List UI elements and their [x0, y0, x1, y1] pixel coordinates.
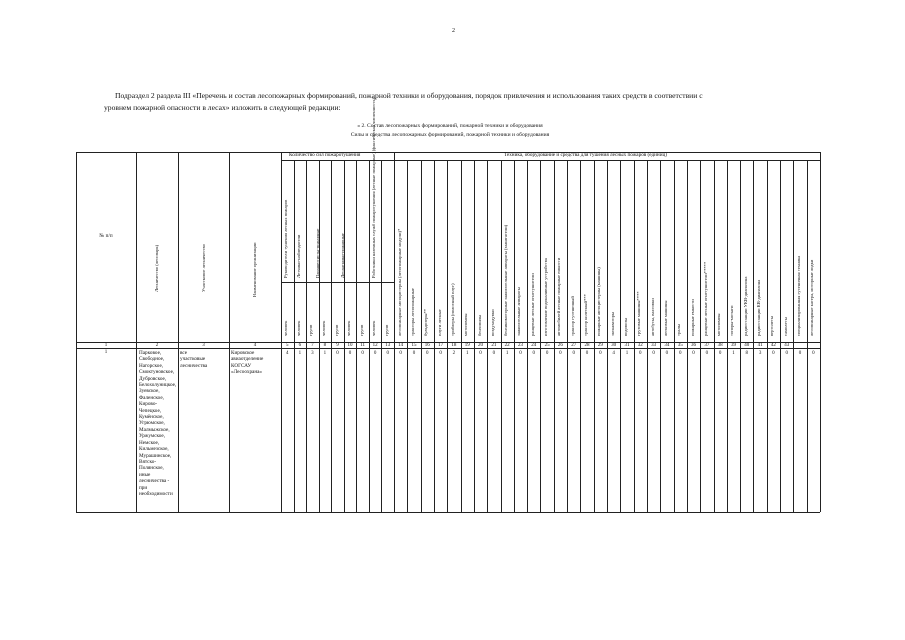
tech-label: трактор колесный*** — [583, 294, 589, 336]
column-number: 10 — [347, 343, 353, 348]
row-value: 0 — [545, 351, 549, 356]
row-value: 0 — [665, 351, 669, 356]
personnel-sub-label: групп — [383, 324, 389, 336]
column-number: 8 — [323, 343, 327, 348]
caption-line-2: Силы и средства лесопожарных формирований, пожарной техники и оборудования — [350, 131, 550, 138]
row-value: 3 — [311, 351, 314, 356]
tech-label: пожарные автоцистерны (машины) — [596, 267, 602, 336]
row-value: 3 — [758, 351, 762, 356]
column-number: 37 — [704, 343, 710, 348]
row-value: 0 — [426, 351, 429, 356]
tech-label: бензиномоторные зажигательные аппараты (зажигатели) — [503, 224, 509, 336]
tech-label: легковые машины — [662, 300, 668, 336]
column-number: 36 — [691, 343, 697, 348]
column-number: 22 — [504, 343, 510, 348]
row-value: 1 — [625, 351, 629, 356]
column-rule — [474, 160, 475, 512]
column-rule — [753, 160, 754, 512]
tech-label: экскаваторы — [609, 312, 615, 336]
header-group-tech: Техника, оборудование и средства для тушения лесных пожаров (единиц) — [504, 152, 667, 158]
tech-label: радиостанции УКВ-диапазона — [742, 276, 748, 336]
column-number: 9 — [336, 343, 339, 348]
tech-label: мотопомпы — [463, 313, 469, 336]
personnel-sub-rule — [281, 282, 394, 283]
row-value: 0 — [479, 351, 482, 356]
row-value: 8 — [745, 351, 749, 356]
column-number: 11 — [360, 343, 366, 348]
column-rule — [780, 160, 781, 512]
column-rule — [381, 160, 382, 512]
column-number: 16 — [424, 343, 430, 348]
row-value: 1 — [323, 351, 327, 356]
column-number: 34 — [664, 343, 670, 348]
tech-label: ранцевые лесные огнетушители***** — [702, 261, 708, 336]
column-number: 40 — [744, 343, 750, 348]
row-value: 0 — [718, 351, 722, 356]
column-rule — [807, 160, 808, 512]
column-rule — [700, 160, 701, 512]
column-number: 39 — [730, 343, 736, 348]
row-value: 1 — [298, 351, 302, 356]
personnel-sub-label: групп — [333, 324, 339, 336]
column-rule — [820, 152, 821, 512]
header-num: № п/п — [99, 233, 113, 239]
tech-label: радиостанции КВ-диапазона — [756, 279, 762, 336]
personnel-sub-label: человек — [371, 320, 377, 336]
tech-label: зажигательные аппараты — [516, 287, 522, 336]
tech-label: лесопожарные автоцистерны (лесопожарные модули)* — [396, 228, 402, 336]
column-number: 17 — [438, 343, 444, 348]
row-value: 0 — [692, 351, 695, 356]
personnel-label: Десантники-пожарные — [339, 233, 345, 278]
row-value: 0 — [361, 351, 364, 356]
caption-line-1: « 2. Состав лесопожарных формирований, пожарной техники и оборудования — [357, 123, 543, 129]
personnel-label: Работники наземных служб пожаротушения (лесные пожарные) (фактическая численность) — [371, 97, 377, 278]
column-number: 13 — [385, 343, 391, 348]
column-rule — [647, 160, 648, 512]
column-number: 2 — [155, 343, 159, 348]
tech-label: изготовление водоналивные устройства — [543, 258, 549, 336]
column-number: 41 — [757, 343, 763, 348]
column-rule — [674, 160, 675, 512]
row-value: 1 — [732, 351, 735, 356]
personnel-label: Парашютисты-пожарные — [314, 228, 320, 278]
row-value: 0 — [492, 351, 496, 356]
tech-label: вертолеты — [769, 315, 775, 336]
column-number: 1 — [104, 343, 108, 348]
tech-label: автомобилей лесные пожарные емкости — [556, 257, 562, 336]
column-rule — [344, 160, 345, 512]
row-value: 0 — [559, 351, 562, 356]
column-number: 18 — [451, 343, 457, 348]
column-rule — [620, 160, 621, 512]
personnel-label: Летчики-наблюдатели — [295, 234, 301, 278]
tech-label: воздуходувки — [489, 309, 495, 336]
column-number: 7 — [311, 343, 314, 348]
column-rule — [319, 160, 320, 512]
column-rule — [514, 160, 515, 512]
header-district: Участковое лесничество — [201, 244, 206, 292]
column-rule — [369, 160, 370, 512]
row-value: 0 — [412, 351, 416, 356]
column-number: 33 — [651, 343, 657, 348]
column-number: 42 — [770, 343, 776, 348]
column-number: 23 — [517, 343, 523, 348]
row-value: 0 — [373, 351, 377, 356]
intro-line-1: Подраздел 2 раздела III «Перечень и состав лесопожарных формирований, пожарной техники и оборудования, порядок привлечения и использования таких средств в соответствии с — [115, 91, 703, 100]
tech-label: водовозы — [622, 317, 628, 336]
row-value: 1 — [505, 351, 509, 356]
tech-label: автобусы, вахтовки — [649, 298, 655, 336]
column-rule — [294, 160, 295, 512]
column-number: 26 — [557, 343, 563, 348]
column-rule — [740, 160, 741, 512]
column-number: 30 — [611, 343, 617, 348]
column-rule — [687, 160, 688, 512]
row-value: 0 — [705, 351, 709, 356]
personnel-sub-label: групп — [358, 324, 364, 336]
row-value: 0 — [348, 351, 352, 356]
row-forestry: Парковое, Свободное, Нагорское, Смоктуновское, Дубровское, Белохолуницкое, Зуевское, Фаленское, Кирово-Чепецкое, Кумёнское, Угрюмское, Малмыжское, Уржумское, Немское, Кильмезское, Мурашинское, Вятско-Полянское, иные лесничества - при необходимости — [139, 350, 177, 497]
tech-label: топоры-мотыги — [729, 305, 735, 336]
tech-label: бульдозеры** — [423, 308, 429, 336]
column-rule — [306, 160, 307, 512]
tech-label: лесопожарные катера, моторные лодки — [809, 259, 815, 336]
personnel-sub-label: человек — [295, 320, 301, 336]
column-number: 28 — [584, 343, 590, 348]
row-value: 0 — [639, 351, 642, 356]
column-rule — [178, 152, 179, 512]
row-value: 0 — [572, 351, 575, 356]
column-number: 32 — [637, 343, 643, 348]
column-rule — [394, 152, 395, 512]
row-value: 0 — [812, 351, 815, 356]
column-rule — [580, 160, 581, 512]
personnel-sub-label: человек — [283, 320, 289, 336]
tech-label: мотопомпы — [716, 313, 722, 336]
row-value: 4 — [612, 351, 615, 356]
column-rule — [229, 152, 230, 512]
header-group-personnel: Количество сил пожаротушения — [289, 152, 361, 158]
column-number: 12 — [372, 343, 378, 348]
column-number: 19 — [464, 343, 470, 348]
row-value: 0 — [599, 351, 602, 356]
column-rule — [567, 160, 568, 512]
header-forestry: Лесничество (лесопарк) — [154, 244, 159, 292]
column-number: 24 — [531, 343, 537, 348]
row-value: 0 — [772, 351, 775, 356]
column-rule — [767, 160, 768, 512]
column-number: 4 — [253, 343, 257, 348]
column-rule — [554, 160, 555, 512]
row-value: 0 — [532, 351, 536, 356]
column-rule — [331, 160, 332, 512]
column-rule — [356, 160, 357, 512]
row-value: 0 — [519, 351, 522, 356]
row-district: все участковые лесничества — [180, 350, 208, 369]
header-organization: Наименование организации — [252, 242, 257, 297]
row-value: 1 — [465, 351, 469, 356]
column-rule — [447, 160, 448, 512]
column-rule — [76, 152, 77, 512]
tech-label: самолеты — [782, 317, 788, 336]
table-top-rule — [76, 152, 820, 153]
row-value: 0 — [585, 351, 589, 356]
column-number: 21 — [491, 343, 497, 348]
tech-label: ранцевые лесные огнетушители — [529, 273, 535, 336]
column-rule — [421, 160, 422, 512]
tech-label: тралы — [676, 324, 682, 336]
row-number: 1 — [104, 350, 108, 355]
tech-label: специализированная гусеничная техника — [796, 255, 802, 336]
column-rule — [407, 160, 408, 512]
column-number: 38 — [717, 343, 723, 348]
intro-paragraph — [104, 90, 815, 113]
row-value: 0 — [798, 351, 802, 356]
column-rule — [660, 160, 661, 512]
tech-label: бензопилы — [476, 314, 482, 336]
column-rule — [634, 160, 635, 512]
table-bottom-rule — [76, 512, 820, 513]
tech-label: тракторы лесопожарные — [409, 288, 415, 336]
column-rule — [501, 160, 502, 512]
column-number: 6 — [298, 343, 302, 348]
column-rule — [714, 160, 715, 512]
column-number: 43 — [784, 343, 790, 348]
personnel-sub-label: человек — [346, 320, 352, 336]
column-rule — [594, 160, 595, 512]
column-number: 27 — [571, 343, 577, 348]
column-number: 20 — [478, 343, 484, 348]
personnel-sub-label: групп — [308, 324, 314, 336]
page-number: 2 — [452, 28, 455, 34]
column-number: 14 — [398, 343, 404, 348]
intro-line-2: уровнем пожарной опасности в лесах» изложить в следующей редакции: — [104, 102, 341, 112]
row-organization: Кировское авиаотделение КОГСАУ «Лесоохрана» — [231, 350, 264, 376]
tech-label: грузовые машины**** — [636, 291, 642, 336]
row-value: 0 — [439, 351, 442, 356]
column-number: 31 — [624, 343, 630, 348]
tech-label: плуги лесные — [436, 309, 442, 336]
column-rule — [487, 160, 488, 512]
column-rule — [727, 160, 728, 512]
tech-label: триблеры (полосный плуг) — [449, 283, 455, 336]
row-value: 0 — [678, 351, 682, 356]
tech-label: трактор гусеничный — [569, 296, 575, 336]
column-number: 25 — [544, 343, 550, 348]
row-value: 4 — [286, 351, 289, 356]
column-rule — [540, 160, 541, 512]
row-value: 2 — [452, 351, 456, 356]
column-rule — [527, 160, 528, 512]
row-value: 0 — [399, 351, 402, 356]
row-value: 0 — [386, 351, 389, 356]
column-rule — [136, 152, 137, 512]
column-number: 29 — [597, 343, 603, 348]
tech-label: пожарные емкости — [689, 299, 695, 336]
column-number: 5 — [286, 343, 289, 348]
column-rule — [461, 160, 462, 512]
personnel-sub-label: человек — [320, 320, 326, 336]
table-caption — [250, 122, 650, 139]
column-number: 3 — [202, 343, 205, 348]
column-number: 15 — [411, 343, 417, 348]
column-rule — [434, 160, 435, 512]
row-value: 0 — [785, 351, 788, 356]
column-rule — [281, 152, 282, 512]
column-rule — [607, 160, 608, 512]
column-rule — [793, 160, 794, 512]
row-value: 0 — [652, 351, 655, 356]
personnel-label: Руководители тушения лесных пожаров — [283, 199, 289, 278]
row-value: 0 — [336, 351, 339, 356]
column-number: 35 — [677, 343, 683, 348]
